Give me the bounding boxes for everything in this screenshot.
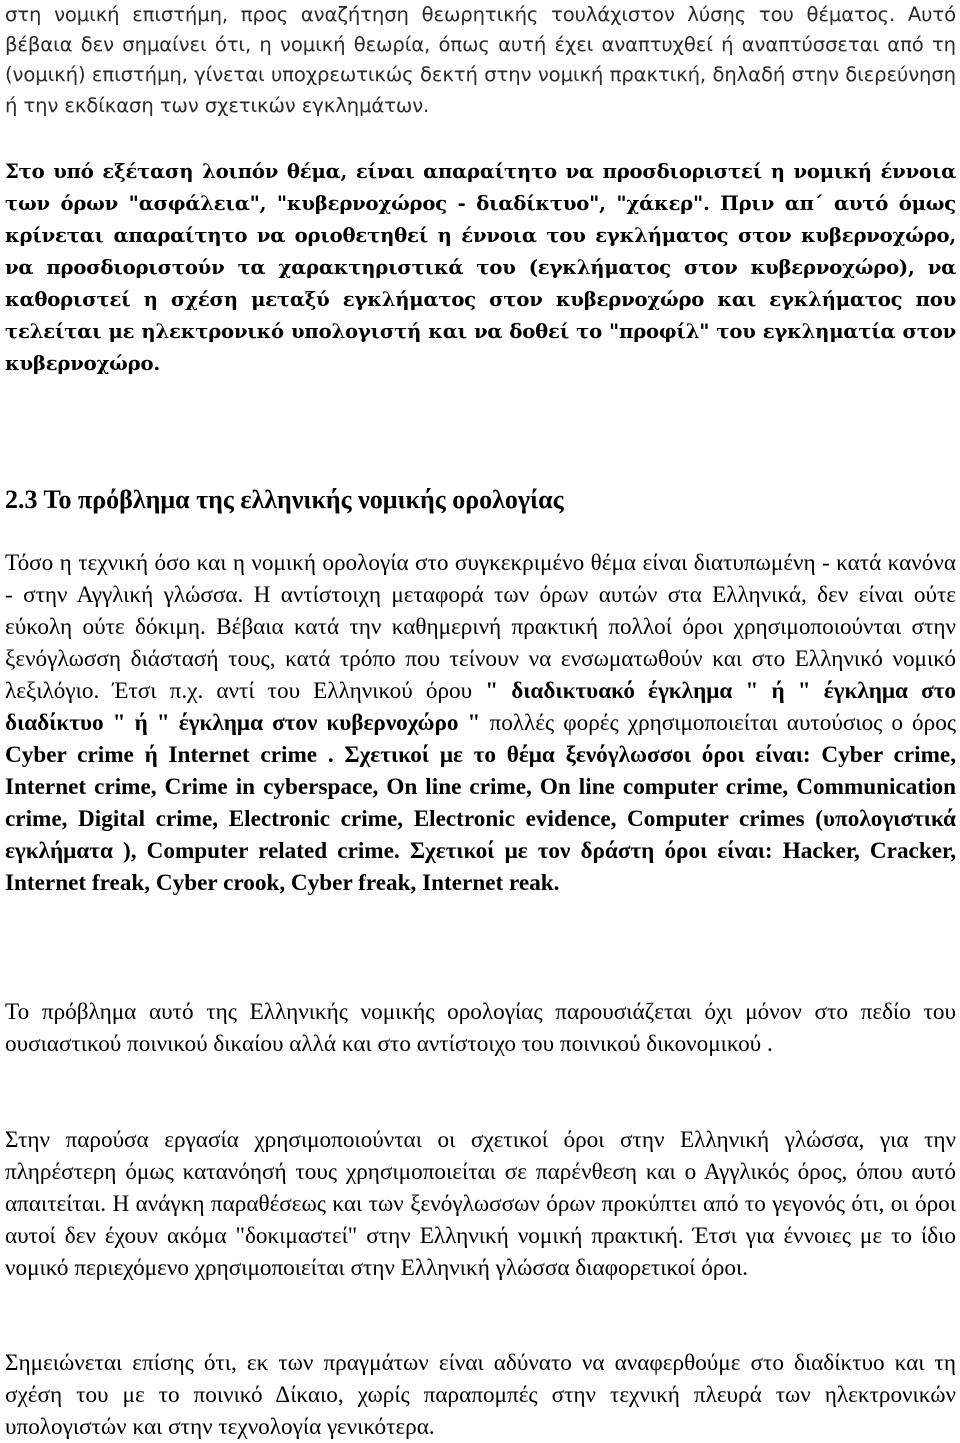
paragraph-3-bold-1: " διαδικτυακό έγκλημα " ή " έγκλημα στο διαδίκτυο " ή " έγκλημα στον κυβερνοχώρο ": [5, 678, 957, 736]
paragraph-3-text-1: Τόσο η τεχνική όσο και η νομική ορολογία στο συγκεκριμένο θέμα είναι διατυπωμένη - κατά κανόνα - στην Αγγλική γλώσσα. Η αντίστοιχη μεταφορά των όρων αυτών στα Ελληνικά, δεν είναι ούτε εύκολη ούτε δόκιμη. Βέβαια κατά την καθημερινή πρακτική πολλοί όροι χρησιμοποιούνται στην ξενόγλωσση διάστασή τους, κατά τρόπο που τείνουν να ενσωματωθούν και στο Ελληνικό νομικό λεξιλόγιο. Έτσι π.χ. αντί του Ελληνικού όρου: [5, 550, 956, 704]
paragraph-4: Το πρόβλημα αυτό της Ελληνικής νομικής ορολογίας παρουσιάζεται όχι μόνον στο πεδίο του ουσιαστικού ποινικού δικαίου αλλά και στο αντίστοιχο του ποινικού δικονομικού .: [5, 999, 956, 1057]
section-heading: 2.3 Το πρόβλημα της ελληνικής νομικής ορολογίας: [5, 485, 564, 514]
paragraph-5: Στην παρούσα εργασία χρησιμοποιούνται οι σχετικοί όροι στην Ελληνική γλώσσα, για την πληρέστερη όμως κατανόησή τους χρησιμοποιείται σε παρένθεση και ο Αγγλικός όρος, όπου αυτό απαιτείται. Η ανάγκη παραθέσεως και των ξενόγλωσσων όρων προκύπτει από το γεγονός ότι, οι όροι αυτοί δεν έχουν ακόμα "δοκιμαστεί" στην Ελληνική νομική πρακτική. Έτσι για έννοιες με το ίδιο νομικό περιεχόμενο χρησιμοποιείται στην Ελληνική γλώσσα διαφορετικοί όροι.: [5, 1127, 956, 1281]
paragraph-3-text-2: πολλές φορές χρησιμοποιείται αυτούσιος ο όρος: [480, 710, 956, 736]
paragraph-3-bold-2: Cyber crime ή Internet crime . Σχετικοί με το θέμα ξενόγλωσσοι όροι είναι: Cyber crime, Internet crime, Crime in cyberspace, On line crime, On line computer crime, Communication crime, Digital crime, Electronic crime, Electronic evidence, Computer crimes (υπολογιστικά εγκλήματα ), Computer related crime. Σχετικοί με τον δράστη όροι είναι: Hacker, Cracker, Internet freak, Cyber crook, Cyber freak, Internet reak.: [5, 742, 956, 896]
paragraph-2: Στο υπό εξέταση λοιπόν θέμα, είναι απαραίτητο να προσδιοριστεί η νομική έννοια των όρων "ασφάλεια", "κυβερνοχώρος - διαδίκτυο", "χάκερ". Πριν απ΄ αυτό όμως κρίνεται απαραίτητο να οριοθετηθεί η έννοια του εγκλήματος στον κυβερνοχώρο, να προσδιοριστούν τα χαρακτηριστικά του (εγκλήματος στον κυβερνοχώρο), να καθοριστεί η σχέση μεταξύ εγκλήματος στον κυβερνοχώρο και εγκλήματος που τελείται με ηλεκτρονικό υπολογιστή και να δοθεί το "προφίλ" του εγκληματία στον κυβερνοχώρο.: [5, 160, 956, 375]
paragraph-6: Σημειώνεται επίσης ότι, εκ των πραγμάτων είναι αδύνατο να αναφερθούμε στο διαδίκτυο και τη σχέση του με το ποινικό Δίκαιο, χωρίς παραπομπές στην τεχνική πλευρά των ηλεκτρονικών υπολογιστών και στην τεχνολογία γενικότερα.: [5, 1350, 956, 1440]
paragraph-3: [5, 547, 956, 899]
paragraph-1: στη νομική επιστήμη, προς αναζήτηση θεωρητικής τουλάχιστον λύσης του θέματος. Αυτό βέβαια δεν σημαίνει ότι, η νομική θεωρία, όπως αυτή έχει αναπτυχθεί ή αναπτύσσεται από τη (νομική) επιστήμη, γίνεται υποχρεωτικώς δεκτή στην νομική πρακτική, δηλαδή στην διερεύνηση ή την εκδίκαση των σχετικών εγκλημάτων.: [5, 3, 956, 117]
